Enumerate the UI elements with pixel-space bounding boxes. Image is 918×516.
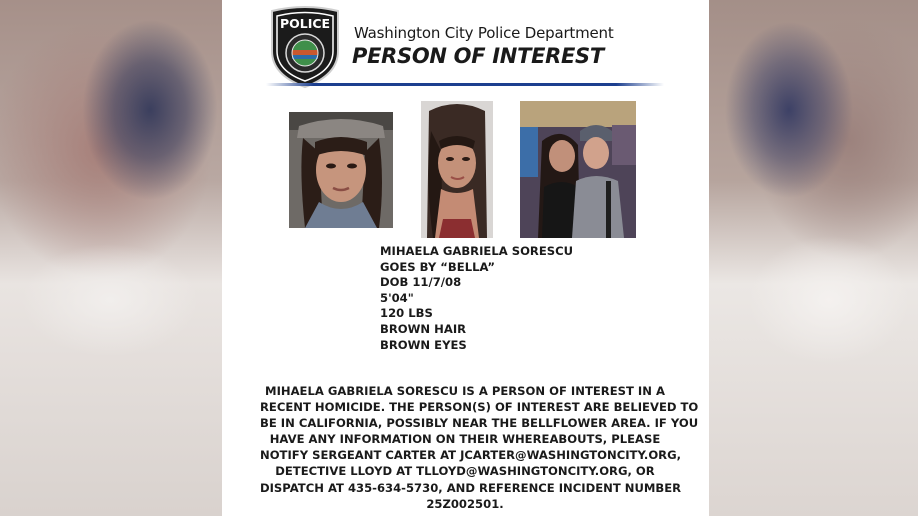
subject-alias: GOES BY “BELLA” bbox=[380, 259, 495, 274]
notice-paragraph bbox=[260, 383, 699, 512]
subject-eyes: BROWN EYES bbox=[380, 337, 467, 352]
header-divider bbox=[266, 83, 664, 86]
photo-portrait-3 bbox=[520, 101, 636, 238]
subject-details bbox=[380, 244, 573, 353]
department-name: Washington City Police Department bbox=[354, 24, 614, 42]
notice-line: HAVE ANY INFORMATION ON THEIR WHEREABOUTS, PLEASE bbox=[269, 432, 661, 447]
blurred-background-left bbox=[0, 0, 222, 516]
subject-weight: 120 LBS bbox=[380, 306, 433, 321]
subject-dob: DOB 11/7/08 bbox=[380, 275, 462, 290]
page-title: PERSON OF INTEREST bbox=[352, 44, 604, 68]
notice-line: DETECTIVE LLOYD AT TLLOYD@WASHINGTONCITY.ORG, OR bbox=[275, 464, 655, 479]
subject-name: MIHAELA GABRIELA SORESCU bbox=[380, 244, 574, 258]
flyer-document bbox=[222, 0, 709, 516]
police-badge-logo bbox=[268, 5, 342, 89]
notice-line: MIHAELA GABRIELA SORESCU IS A PERSON OF INTEREST IN A bbox=[265, 384, 665, 398]
photo-portrait-2 bbox=[421, 101, 493, 238]
notice-line: 25Z002501. bbox=[426, 496, 504, 511]
badge-text: POLICE bbox=[279, 16, 331, 31]
notice-line: BE IN CALIFORNIA, POSSIBLY NEAR THE BELLFLOWER AREA. IF YOU bbox=[260, 416, 699, 431]
subject-height: 5'04" bbox=[380, 290, 414, 305]
notice-line: NOTIFY SERGEANT CARTER AT JCARTER@WASHINGTONCITY.ORG, bbox=[260, 448, 682, 463]
photo-portrait-1 bbox=[289, 112, 393, 228]
subject-hair: BROWN HAIR bbox=[380, 321, 467, 336]
blurred-background-right bbox=[709, 0, 918, 516]
notice-line: DISPATCH AT 435-634-5730, AND REFERENCE INCIDENT NUMBER bbox=[260, 480, 682, 495]
notice-line: RECENT HOMICIDE. THE PERSON(S) OF INTEREST ARE BELIEVED TO bbox=[260, 400, 699, 415]
